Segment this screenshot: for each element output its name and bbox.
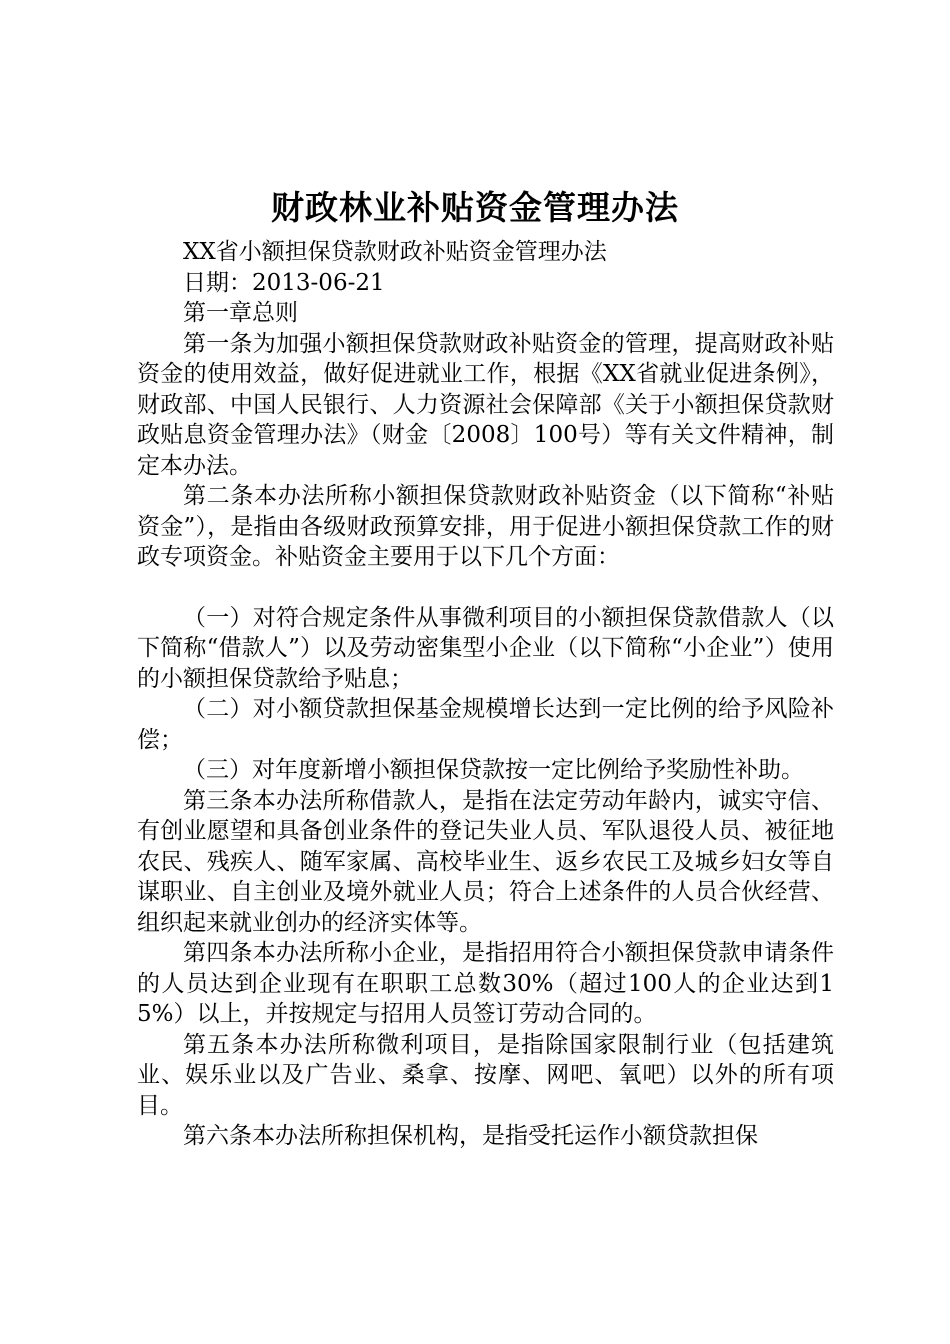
document-title: 财政林业补贴资金管理办法 xyxy=(271,188,679,227)
article-3-paragraph: 第三条本办法所称借款人，是指在法定劳动年龄内，诚实守信、有创业愿望和具备创业条件的登记失业人员、军队退役人员、被征地农民、残疾人、随军家属、高校毕业生、返乡农民工及城乡妇女等自谋职业、自主创业及境外就业人员；符合上述条件的人员合伙经营、组织起来就业创办的经济实体等。 xyxy=(137,787,834,936)
article-6-paragraph: 第六条本办法所称担保机构，是指受托运作小额贷款担保 xyxy=(183,1123,758,1149)
document-subtitle: XX省小额担保贷款财政补贴资金管理办法 xyxy=(183,239,607,265)
article-5-paragraph: 第五条本办法所称微利项目，是指除国家限制行业（包括建筑业、娱乐业以及广告业、桑拿、按摩、网吧、氧吧）以外的所有项目。 xyxy=(137,1031,834,1119)
document-date: 日期：2013-06-21 xyxy=(183,269,385,296)
article-2-paragraph: 第二条本办法所称小额担保贷款财政补贴资金（以下简称“补贴资金”），是指由各级财政预算安排，用于促进小额担保贷款工作的财政专项资金。补贴资金主要用于以下几个方面： xyxy=(137,483,834,570)
chapter-heading: 第一章总则 xyxy=(183,300,298,326)
article-2-item-3: （三）对年度新增小额担保贷款按一定比例给予奖励性补助。 xyxy=(183,757,804,783)
article-2-item-2: （二）对小额贷款担保基金规模增长达到一定比例的给予风险补偿； xyxy=(137,696,834,753)
document-body xyxy=(137,237,834,1152)
article-2-item-1: （一）对符合规定条件从事微利项目的小额担保贷款借款人（以下简称“借款人”）以及劳动密集型小企业（以下简称“小企业”）使用的小额担保贷款给予贴息； xyxy=(137,604,834,692)
article-4-paragraph: 第四条本办法所称小企业，是指招用符合小额担保贷款申请条件的人员达到企业现有在职职工总数30%（超过100人的企业达到15%）以上，并按规定与招用人员签订劳动合同的。 xyxy=(137,940,834,1027)
article-1-paragraph: 第一条为加强小额担保贷款财政补贴资金的管理，提高财政补贴资金的使用效益，做好促进就业工作，根据《XX省就业促进条例》，财政部、中国人民银行、人力资源社会保障部《关于小额担保贷款财政贴息资金管理办法》（财金〔2008〕100号）等有关文件精神，制定本办法。 xyxy=(137,330,834,479)
